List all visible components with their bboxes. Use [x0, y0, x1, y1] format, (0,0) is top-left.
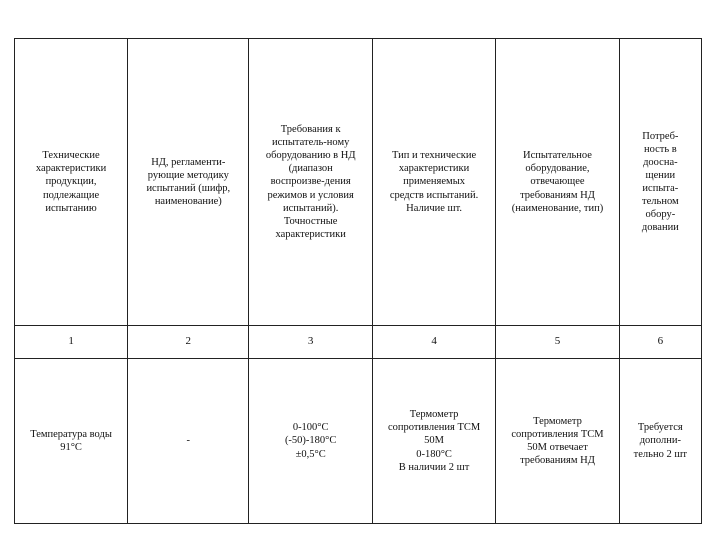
cell-characteristic: Температура воды 91°С	[15, 359, 128, 524]
header-cell-test-means: Тип и технические характеристики применяемых средств испытаний. Наличие шт.	[372, 39, 495, 326]
column-number: 6	[619, 326, 701, 359]
cell-test-equipment: Термометр сопротивления ТСМ 50М отвечает требованиям НД	[496, 359, 619, 524]
table-header-row	[15, 39, 702, 326]
column-number: 2	[128, 326, 249, 359]
equipment-requirements-table	[14, 38, 702, 524]
column-number: 3	[249, 326, 372, 359]
column-number-row	[15, 326, 702, 359]
cell-normative-doc: -	[128, 359, 249, 524]
cell-requirements: 0-100°С (-50)-180°С ±0,5°С	[249, 359, 372, 524]
column-number: 4	[372, 326, 495, 359]
column-number: 1	[15, 326, 128, 359]
table-data-row	[15, 359, 702, 524]
header-cell-normative-docs: НД, регламенти- рующие методику испытаний (шифр, наименование)	[128, 39, 249, 326]
header-cell-test-equipment: Испытательное оборудование, отвечающее требованиям НД (наименование, тип)	[496, 39, 619, 326]
header-cell-additional-need: Потреб- ность в доосна- щении испыта- тельном обору- довании	[619, 39, 701, 326]
cell-additional-need: Требуется дополни- тельно 2 шт	[619, 359, 701, 524]
header-cell-requirements: Требования к испытатель-ному оборудованию в НД (диапазон воспроизве-дения режимов и условия испытаний). Точностные характеристики	[249, 39, 372, 326]
column-number: 5	[496, 326, 619, 359]
header-cell-characteristics: Технические характеристики продукции, подлежащие испытанию	[15, 39, 128, 326]
cell-test-means: Термометр сопротивления ТСМ 50М 0-180°С В наличии 2 шт	[372, 359, 495, 524]
